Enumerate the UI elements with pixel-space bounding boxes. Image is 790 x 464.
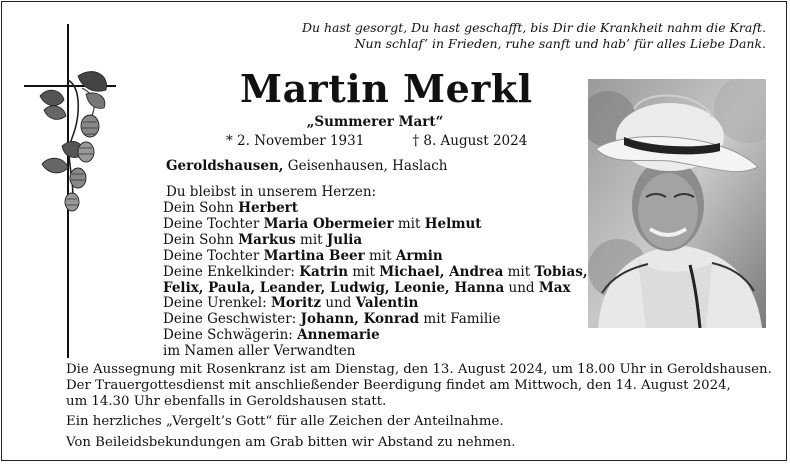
mourner-name: Maria Obermeier (263, 215, 394, 232)
motto-line-1: Du hast gesorgt, Du hast geschafft, bis Dir die Krankheit nahm die Kraft. (301, 20, 766, 35)
death-date: † 8. August 2024 (412, 133, 528, 149)
mourner-text: im Namen aller Verwandten (163, 343, 356, 360)
places (166, 158, 448, 174)
mourner-text: mit (393, 215, 425, 232)
mourning-heading: Du bleibst in unserem Herzen: (166, 184, 377, 200)
mourner-name: Tobias, (534, 263, 588, 280)
mourner-name: Armin (395, 247, 443, 264)
mourner-line (163, 233, 588, 249)
mourner-line (163, 281, 588, 297)
mourner-text: Dein Sohn (163, 200, 239, 216)
footer-line-2: Der Trauergottesdienst mit anschließender Beerdigung findet am Mittwoch, den 14. August 2024, (66, 378, 731, 393)
life-dates (226, 133, 527, 149)
mourner-text: Deine Geschwister: (163, 311, 301, 328)
mourner-text: mit (503, 263, 535, 280)
mourner-name: Katrin (299, 263, 349, 280)
mourner-text: Deine Tochter (163, 215, 264, 232)
mourner-text: und (504, 279, 539, 296)
mourner-name: Moritz (270, 295, 322, 312)
mourner-line (163, 328, 588, 344)
deceased-nickname: „Summerer Mart“ (306, 114, 444, 130)
mourner-name: Martina Beer (263, 247, 365, 264)
mourner-line (163, 201, 588, 217)
footer-notice (66, 362, 772, 451)
mourner-name: Julia (326, 231, 363, 248)
mourner-text: Dein Sohn (163, 231, 239, 248)
portrait-photo (588, 79, 766, 328)
mourner-text: Deine Tochter (163, 247, 264, 264)
mourner-name: Helmut (424, 215, 482, 232)
mourner-line (163, 344, 588, 360)
cross-with-hops-icon (22, 18, 142, 358)
mourner-line (163, 312, 588, 328)
mourner-name: Felix, Paula, Leander, Ludwig, Leonie, Hanna (163, 279, 505, 296)
mourner-text: und (321, 295, 356, 312)
mourners-list (163, 201, 588, 360)
mourner-name: Annemarie (297, 327, 380, 344)
place-main: Geroldshausen, (166, 158, 284, 174)
mourner-text: mit (295, 231, 327, 248)
deceased-name: Martin Merkl (240, 66, 533, 111)
mourner-text: Deine Schwägerin: (163, 327, 298, 344)
footer-line-3: um 14.30 Uhr ebenfalls in Geroldshausen statt. (66, 394, 387, 409)
thanks-line: Ein herzliches „Vergelt’s Gott“ für alle Zeichen der Anteilnahme. (66, 414, 504, 429)
mourner-line (163, 296, 588, 312)
mourner-name: Max (538, 279, 571, 296)
mourner-line (163, 249, 588, 265)
motto-verse (302, 20, 766, 52)
footer-line-1: Die Aussegnung mit Rosenkranz ist am Dienstag, den 13. August 2024, um 18.00 Uhr in Geroldshausen. (66, 362, 772, 377)
mourner-name: Michael, Andrea (379, 263, 504, 280)
mourner-line (163, 217, 588, 233)
mourner-text: Deine Urenkel: (163, 295, 271, 312)
mourner-name: Johann, Konrad (300, 311, 420, 328)
mourner-name: Herbert (238, 200, 299, 216)
birth-date: * 2. November 1931 (226, 133, 365, 149)
mourner-name: Valentin (355, 295, 419, 312)
mourner-text: mit (348, 263, 380, 280)
mourner-text: mit (364, 247, 396, 264)
mourner-text: mit Familie (419, 311, 501, 328)
mourner-text: Deine Enkelkinder: (163, 263, 300, 280)
mourner-name: Markus (238, 231, 296, 248)
request-line: Von Beileidsbekundungen am Grab bitten wir Abstand zu nehmen. (66, 435, 516, 450)
motto-line-2: Nun schlaf’ in Frieden, ruhe sanft und hab’ für alles Liebe Dank. (354, 36, 766, 51)
place-rest: Geisenhausen, Haslach (283, 158, 448, 174)
mourner-line (163, 265, 588, 281)
